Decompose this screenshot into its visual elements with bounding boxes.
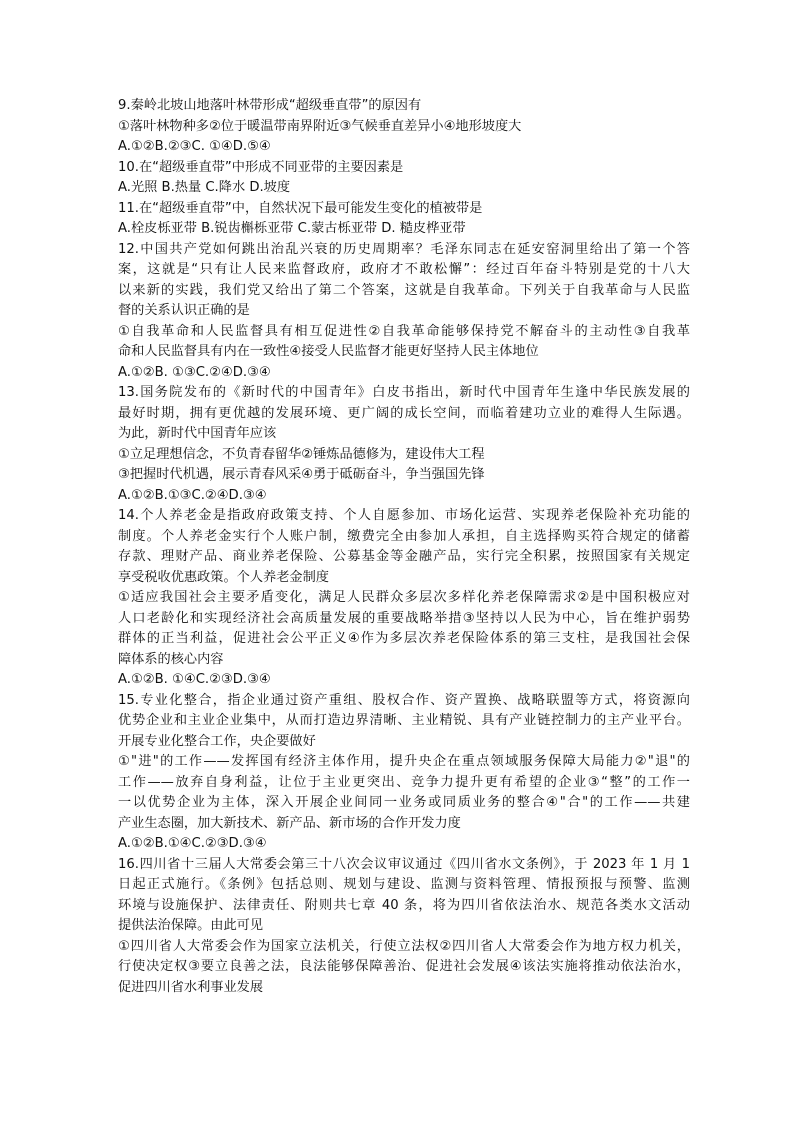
question-stem: 14.个人养老金是指政府政策支持、个人自愿参加、市场化运营、实现养老保险补充功能的 xyxy=(118,508,690,523)
question-14 xyxy=(118,506,690,691)
question-statements: ③把握时代机遇，展示青春风采④勇于砥砺奋斗，争当强国先锋 xyxy=(118,467,485,482)
question-13 xyxy=(118,383,690,506)
question-stem: 提供法治保障。由此可见 xyxy=(118,918,264,933)
question-stem: 日起正式施行。《条例》包括总则、规划与建设、监测与资料管理、情报预报与预警、监测 xyxy=(118,877,690,892)
question-11 xyxy=(118,199,690,240)
question-12 xyxy=(118,240,690,384)
question-stem: 环境与设施保护、法律责任、附则共七章 40 条，将为四川省依法治水、规范各类水文活动 xyxy=(118,897,690,913)
question-stem: 优势企业和主业企业集中，从而打造边界清晰、主业精锐、具有产业链控制力的主产业平台。 xyxy=(118,713,690,728)
question-stem: 13.国务院发布的《新时代的中国青年》白皮书指出，新时代中国青年生逢中华民族发展的 xyxy=(118,385,690,400)
question-statements: 一以优势企业为主体，深入开展企业间同一业务或同质业务的整合④"合"的工作——共建 xyxy=(118,795,690,810)
question-stem: 为此，新时代中国青年应该 xyxy=(118,426,277,441)
answer-options: A.光照 B.热量 C.降水 D.坡度 xyxy=(118,180,291,195)
answer-options: A.①②B.①③C.②④D.③④ xyxy=(118,487,267,503)
question-statements: 促进四川省水利事业发展 xyxy=(118,979,264,995)
question-statements: ①自我革命和人民监督具有相互促进性②自我革命能够保持党不解奋斗的主动性③自我革 xyxy=(118,323,690,339)
question-9 xyxy=(118,96,690,158)
answer-options: A.栓皮栎亚带 B.锐齿槲栎亚带 C.蒙古栎亚带 D. 糙皮桦亚带 xyxy=(118,221,466,236)
question-10 xyxy=(118,158,690,199)
question-stem: 10.在“超级垂直带”中形成不同亚带的主要因素是 xyxy=(118,159,404,175)
document-page xyxy=(118,96,690,998)
question-statements: ①立足理想信念，不负青春留华②锤炼品德修为，建设伟大工程 xyxy=(118,446,485,462)
answer-options: A.①②B. ①④C.②③D.③④ xyxy=(118,672,271,687)
answer-options: A.①②B.①④C.②③D.③④ xyxy=(118,836,267,851)
question-stem: 开展专业化整合工作，央企要做好 xyxy=(118,733,316,749)
question-stem: 16.四川省十三届人大常委会第三十八次会议审议通过《四川省水文条例》，于 2023 年 1 月 1 xyxy=(118,856,690,872)
question-stem: 11.在“超级垂直带”中，自然状况下最可能发生变化的植被带是 xyxy=(118,200,483,216)
question-stem: 12.中国共产党如何跳出治乱兴衰的历史周期率？毛泽东同志在延安窑洞里给出了第一个答 xyxy=(118,241,690,257)
question-stem: 案，这就是“只有让人民来监督政府，政府才不敢松懈”：经过百年奋斗特别是党的十八大 xyxy=(118,262,690,277)
question-stem: 存款、理财产品、商业养老保险、公募基金等金融产品，实行完全积累，按照国家有关规定 xyxy=(118,549,690,564)
question-stem: 享受税收优惠政策。个人养老金制度 xyxy=(118,569,329,585)
question-stem: 督的关系认识正确的是 xyxy=(118,303,250,318)
question-statements: 工作——放弃自身利益，让位于主业更突出、竞争力提升更有希望的企业③“整”的工作一 xyxy=(118,774,690,790)
question-statements: ①"进"的工作——发挥国有经济主体作用，提升央企在重点领域服务保障大局能力②"退"的 xyxy=(118,754,690,769)
question-statements: 命和人民监督具有内在一致性④接受人民监督才能更好坚持人民主体地位 xyxy=(118,344,539,359)
question-statements: 群体的正当利益，促进社会公平正义④作为多层次养老保险体系的第三支柱，是我国社会保 xyxy=(118,631,690,646)
question-statements: 产业生态圈，加大新技术、新产品、新市场的合作开发力度 xyxy=(118,815,461,831)
question-statements: 行使决定权③要立良善之法，良法能够保障善治、促进社会发展④该法实施将推动依法治水， xyxy=(118,959,690,974)
question-stem: 最好时期，拥有更优越的发展环境、更广阔的成长空间，而临着建功立业的难得人生际遇。 xyxy=(118,405,690,421)
question-stem: 15.专业化整合，指企业通过资产重组、股权合作、资产置换、战略联盟等方式，将资源向 xyxy=(118,692,690,708)
question-16 xyxy=(118,855,690,999)
answer-options: A.①②B.②③C. ①④D.⑤④ xyxy=(118,139,271,154)
question-statements: ①适应我国社会主要矛盾变化，满足人民群众多层次多样化养老保障需求②是中国积极应对 xyxy=(118,590,690,605)
answer-options: A.①②B. ①③C.②④D.③④ xyxy=(118,364,271,380)
question-statements: ①落叶林物种多②位于暖温带南界附近③气候垂直差异小④地形坡度大 xyxy=(118,118,522,134)
question-stem: 9.秦岭北坡山地落叶林带形成“超级垂直带”的原因有 xyxy=(118,98,422,113)
question-statements: ①四川省人大常委会作为国家立法机关，行使立法权②四川省人大常委会作为地方权力机关， xyxy=(118,938,690,954)
question-stem: 制度。个人养老金实行个人账户制，缴费完全由参加人承担，自主选择购买符合规定的储蓄 xyxy=(118,528,690,544)
question-statements: 人口老龄化和实现经济社会高质量发展的重要战略举措③坚持以人民为中心，旨在维护弱势 xyxy=(118,610,690,626)
question-statements: 障体系的核心内容 xyxy=(118,651,224,667)
question-15 xyxy=(118,691,690,855)
question-stem: 以来新的实践，我们党又给出了第二个答案，这就是自我革命。下列关于自我革命与人民监 xyxy=(118,282,690,298)
